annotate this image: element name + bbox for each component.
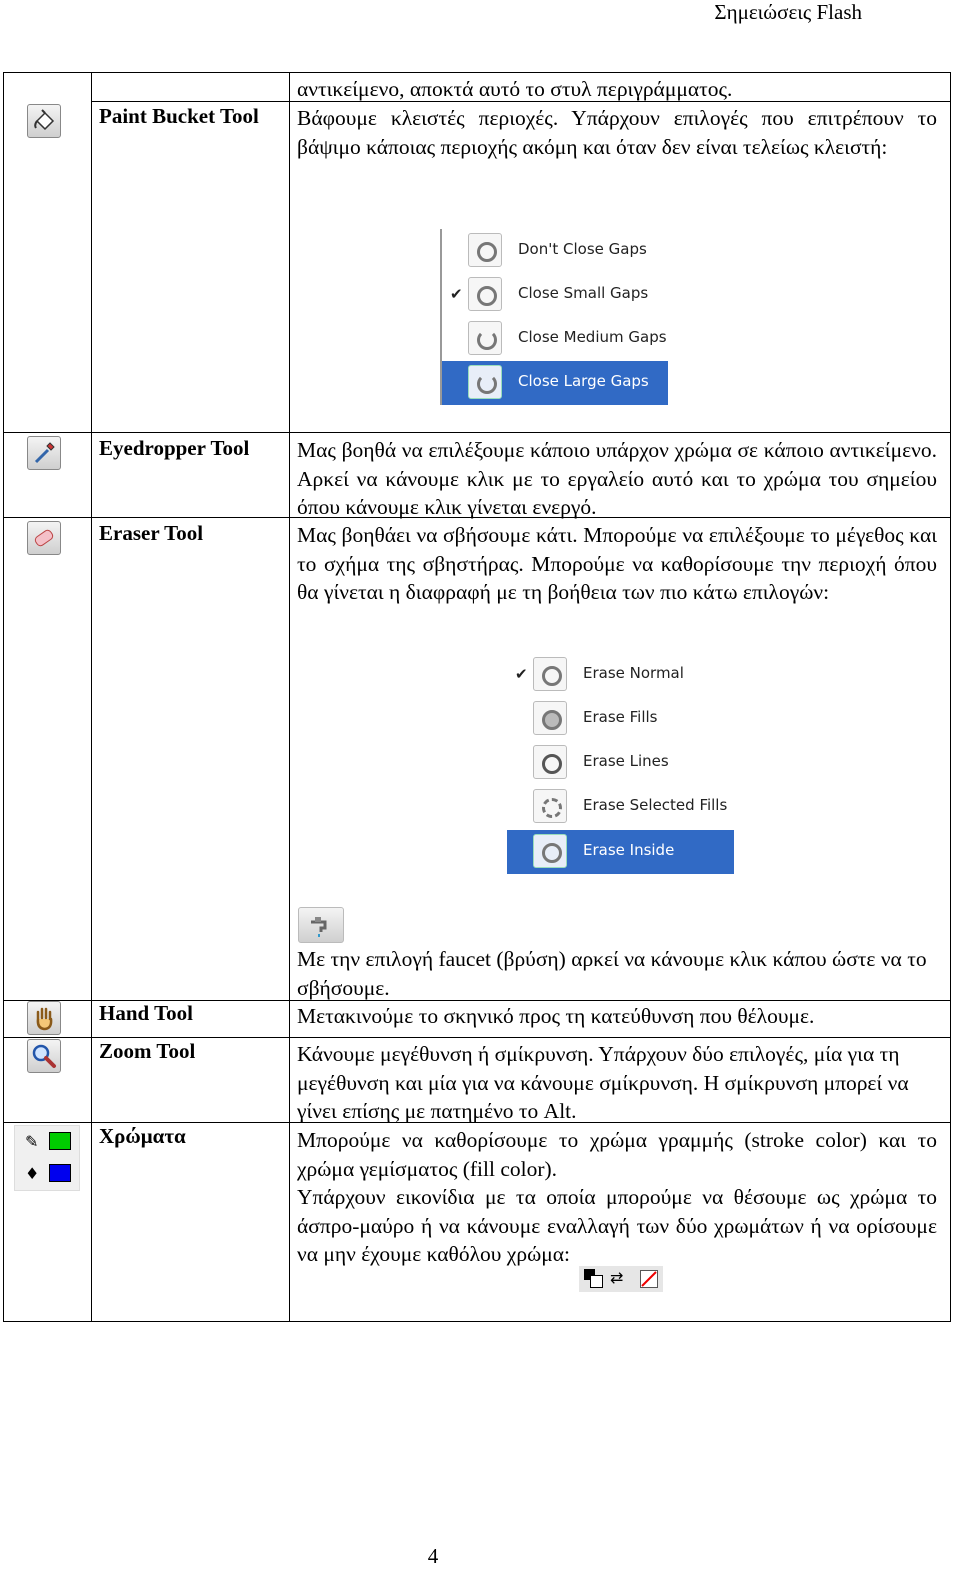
check-icon: ✔ [515, 665, 528, 683]
menu-item-erase-normal[interactable]: ✔ Erase Normal [507, 653, 734, 697]
menu-item-erase-lines[interactable]: Erase Lines [507, 741, 734, 785]
erase-mode-icon [533, 834, 567, 868]
eraser-tool-name: Eraser Tool [99, 521, 204, 545]
menu-item-erase-selected-fills[interactable]: Erase Selected Fills [507, 785, 734, 829]
zoom-icon [27, 1039, 61, 1073]
color-controls [14, 1125, 80, 1191]
gap-icon [468, 233, 502, 267]
paint-bucket-icon [27, 104, 61, 138]
eraser-desc: Μας βοηθάει να σβήσουμε κάτι. Μπορούμε να επιλέξουμε το μέγεθος και το σχήμα της σβηστήρας. Μπορούμε να καθορίσουμε την περιοχή όπου θα γίνεται η διαφραφή με τη βοήθεια των πιο κάτω επιλογών: [297, 523, 937, 604]
eyedropper-tool-name: Eyedropper Tool [99, 436, 250, 460]
faucet-desc: Με την επιλογή faucet (βρύση) αρκεί να κάνουμε κλικ κάπου ώστε να το σβήσουμε. [297, 947, 927, 1000]
colors-name: Χρώματα [99, 1124, 186, 1148]
hand-tool-name: Hand Tool [99, 1001, 193, 1025]
paint-bucket-small-icon: ♦ [25, 1164, 40, 1183]
page-header: Σημειώσεις Flash [714, 0, 862, 24]
hand-desc: Μετακινούμε το σκηνικό προς τη κατεύθυνση που θέλουμε. [297, 1004, 815, 1028]
black-white-icon[interactable] [584, 1269, 604, 1289]
paint-bucket-desc: Βάφουμε κλειστές περιοχές. Υπάρχουν επιλογές που επιτρέπουν το βάψιμο κάποιας περιοχής ακόμη και όταν δεν είναι τελείως κλειστή: [297, 106, 937, 159]
erase-mode-icon [533, 701, 567, 735]
colors-desc-2: Υπάρχουν εικονίδια με τα οποία μπορούμε να θέσουμε ως χρώμα το άσπρο-μαύρο ή να κάνουμε εναλλαγή των δύο χρωμάτων ή να ορίσουμε να μην έχουμε καθόλου χρώμα: [297, 1185, 937, 1266]
erase-mode-icon [533, 657, 567, 691]
paint-bucket-tool-name: Paint Bucket Tool [99, 104, 259, 128]
swap-colors-icon[interactable]: ⇄ [610, 1268, 624, 1287]
zoom-desc: Κάνουμε μεγέθυνση ή σμίκρυνση. Υπάρχουν δύο επιλογές, μία για τη μεγέθυνση και μία για να κάνουμε σμίκρυνση. Η σμίκρυνση μπορεί να γίνει επίσης με πατημένο το Alt. [297, 1042, 909, 1123]
stroke-color-swatch[interactable] [49, 1132, 71, 1150]
menu-item-erase-fills[interactable]: Erase Fills [507, 697, 734, 741]
erase-mode-icon [533, 745, 567, 779]
column-divider [289, 73, 290, 1321]
menu-item-close-large-gaps[interactable]: Close Large Gaps [442, 361, 668, 405]
menu-item-dont-close-gaps[interactable]: Don't Close Gaps [442, 229, 668, 273]
check-icon: ✔ [450, 285, 463, 303]
zoom-tool-name: Zoom Tool [99, 1039, 196, 1063]
eraser-icon [27, 521, 61, 555]
menu-item-close-medium-gaps[interactable]: Close Medium Gaps [442, 317, 668, 361]
menu-item-close-small-gaps[interactable]: ✔ Close Small Gaps [442, 273, 668, 317]
colors-desc-1: Μπορούμε να καθορίσουμε το χρώμα γραμμής (stroke color) και το χρώμα γεμίσματος (fill color). [297, 1128, 937, 1181]
row-divider [4, 432, 950, 433]
eyedropper-desc: Μας βοηθά να επιλέξουμε κάποιο υπάρχον χρώμα σε κάποιο αντικείμενο. Αρκεί να κάνουμε κλικ με το εργαλείο αυτό και το χρώμα του σημείου όπου κάνουμε κλικ γίνεται ενεργό. [297, 438, 937, 519]
gap-icon [468, 321, 502, 355]
pencil-icon: ✎ [25, 1132, 39, 1151]
erase-mode-icon [533, 789, 567, 823]
eraser-mode-menu [507, 653, 734, 875]
row-divider [4, 1037, 950, 1038]
color-utility-icons [579, 1266, 663, 1292]
gap-icon [468, 365, 502, 399]
no-color-icon[interactable] [640, 1270, 658, 1288]
menu-item-erase-inside[interactable]: Erase Inside [507, 830, 734, 874]
gap-icon [468, 277, 502, 311]
gap-options-menu [440, 229, 668, 405]
column-divider [91, 73, 92, 1321]
eyedropper-icon [27, 436, 61, 470]
fill-color-swatch[interactable] [49, 1164, 71, 1182]
page-number: 4 [427, 1544, 439, 1568]
hand-icon [27, 1001, 61, 1035]
faucet-icon[interactable] [298, 907, 344, 943]
carryover-text: αντικείμενο, αποκτά αυτό το στυλ περιγράμματος. [297, 77, 733, 101]
